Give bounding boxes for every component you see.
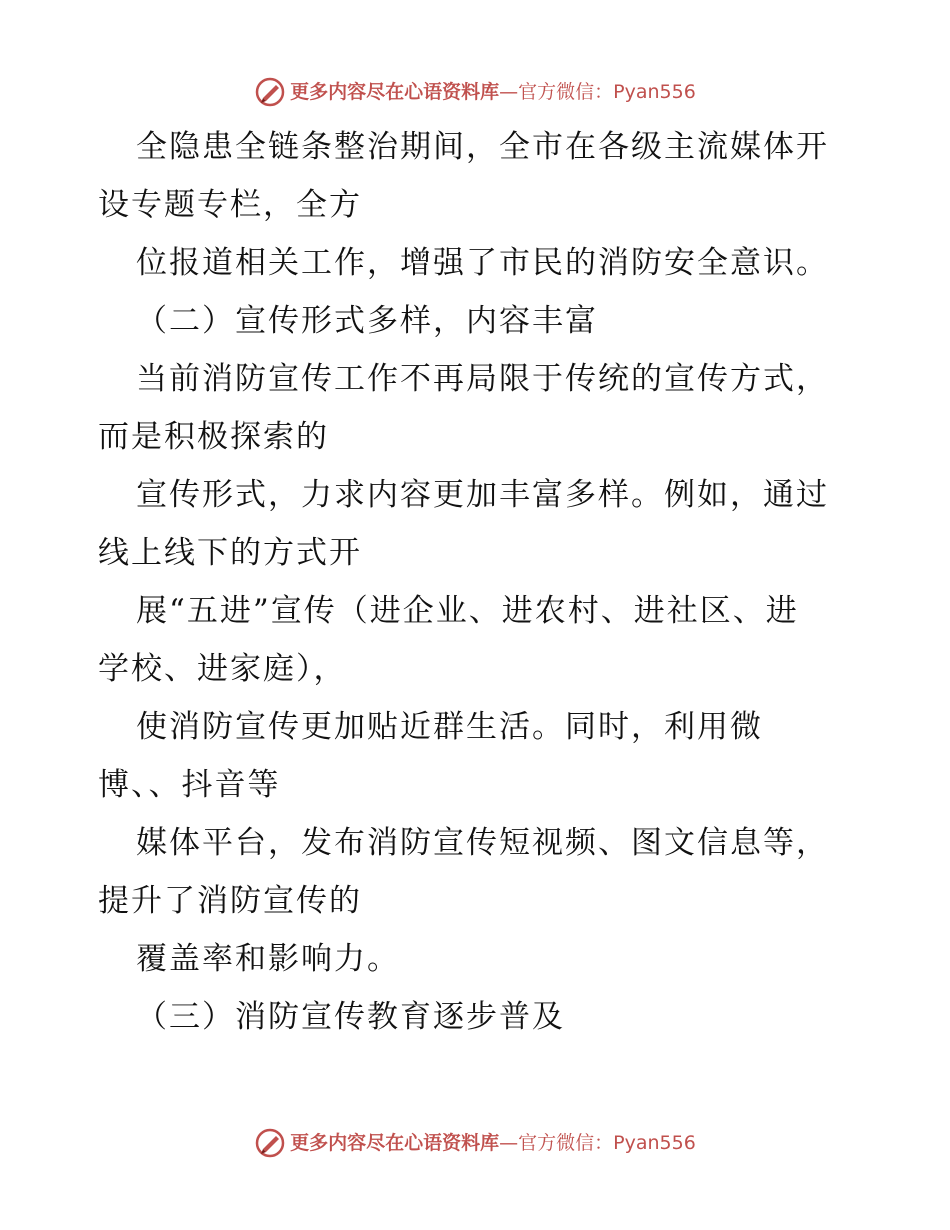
- footer-watermark: [0, 1127, 950, 1159]
- body-line: 展“五进”宣传（进企业、进农村、进社区、进: [136, 593, 799, 629]
- watermark-wechat-text: —官方微信：Pyan556: [499, 81, 696, 103]
- body-line: 而是积极探索的: [98, 419, 329, 455]
- body-line: 当前消防宣传工作不再局限于传统的宣传方式，: [136, 361, 829, 397]
- watermark-main-text: 更多内容尽在心语资料库: [290, 81, 500, 103]
- section-heading: （三）消防宣传教育逐步普及: [136, 999, 565, 1035]
- body-line: 线上线下的方式开: [98, 535, 362, 571]
- body-line: 覆盖率和影响力。: [136, 941, 400, 977]
- body-line: 媒体平台，发布消防宣传短视频、图文信息等，: [136, 825, 829, 861]
- body-line: 设专题专栏，全方: [98, 187, 362, 223]
- body-line: 全隐患全链条整治期间，全市在各级主流媒体开: [136, 129, 829, 165]
- pen-logo-icon: [254, 76, 286, 108]
- header-watermark: [0, 76, 950, 108]
- watermark-wechat-text: —官方微信：Pyan556: [499, 1132, 696, 1154]
- body-line: 提升了消防宣传的: [98, 883, 362, 919]
- body-line: 宣传形式，力求内容更加丰富多样。例如，通过: [136, 477, 829, 513]
- body-line: 使消防宣传更加贴近群生活。同时，利用微: [136, 709, 763, 745]
- body-line: 学校、进家庭），: [98, 651, 347, 687]
- document-body: [98, 118, 858, 1046]
- section-heading: （二）宣传形式多样，内容丰富: [136, 303, 598, 339]
- pen-logo-icon: [254, 1127, 286, 1159]
- body-line: 位报道相关工作，增强了市民的消防安全意识。: [136, 245, 829, 281]
- watermark-main-text: 更多内容尽在心语资料库: [290, 1132, 500, 1154]
- body-line: 博、、抖音等: [98, 767, 281, 803]
